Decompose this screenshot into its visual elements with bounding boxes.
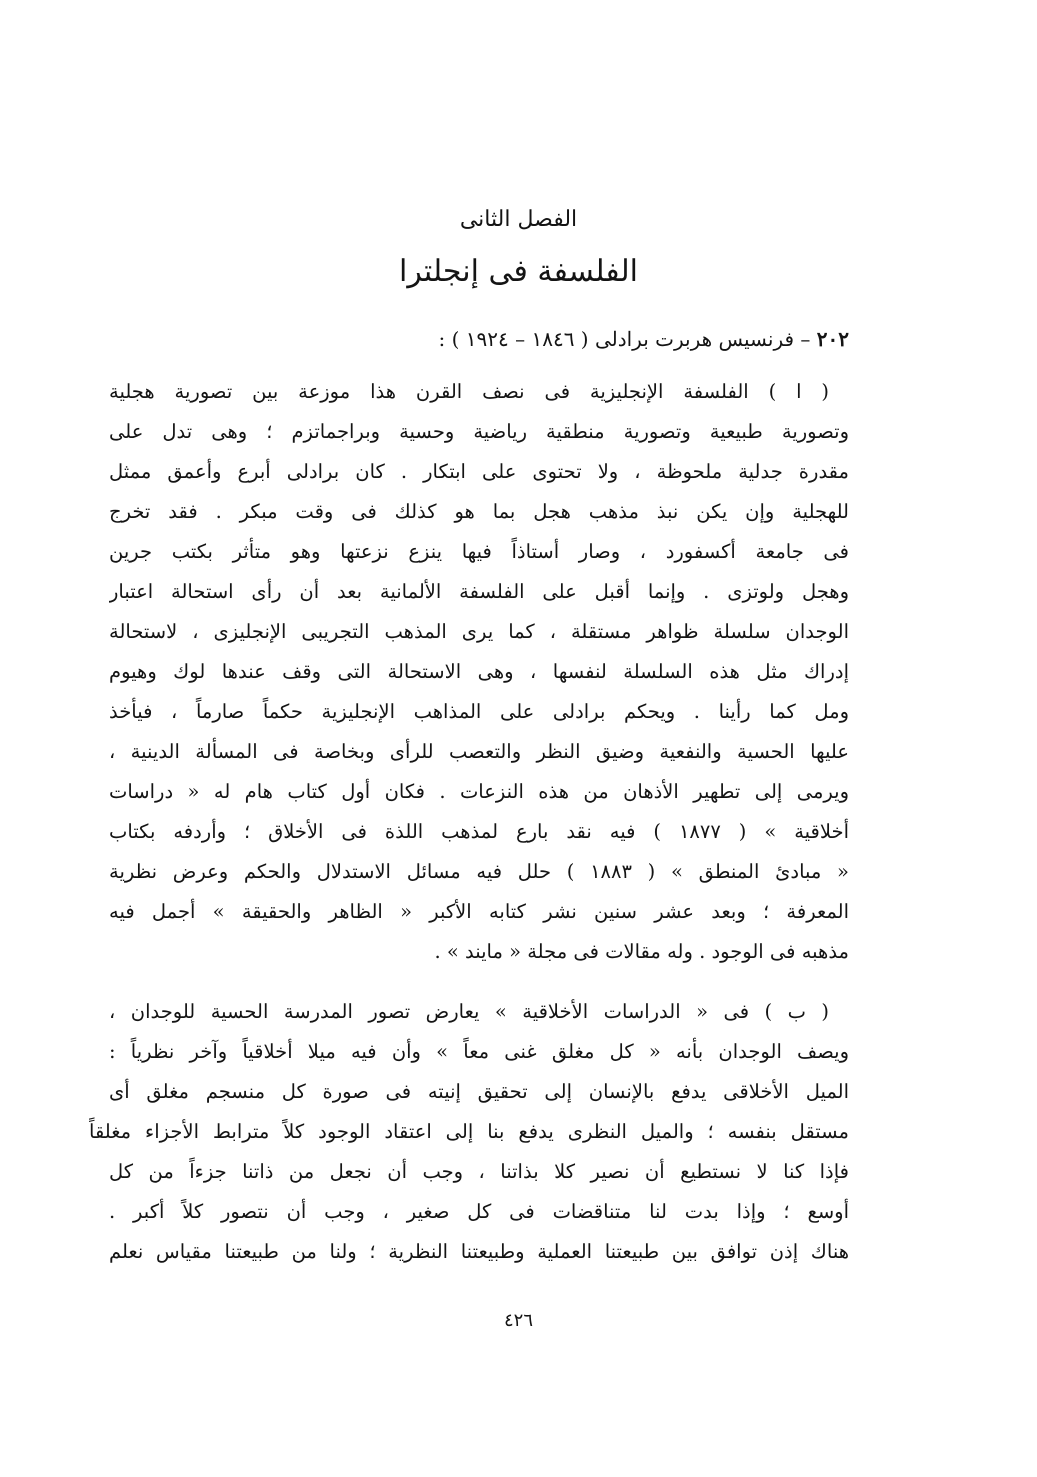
paragraph-a-line: مقدرة جدلية ملحوظة ، ولا تحتوى على ابتكار . كان برادلى أبرع وأعمق ممثل (109, 460, 849, 483)
chapter-label: الفصل الثانى (459, 207, 578, 232)
paragraph-a-line: المعرفة ؛ وبعد عشر سنين نشر كتابه الأكبر « الظاهر والحقيقة » أجمل فيه (109, 900, 849, 923)
paragraph-b-line: مستقل بنفسه ؛ والميل النظرى يدفع بنا إلى اعتقاد الوجود كلاً مترابط الأجزاء مغلقاً (89, 1120, 849, 1143)
paragraph-a-line: مذهبه فى الوجود . وله مقالات فى مجلة « مايند » . (434, 940, 849, 963)
paragraph-a-line: وهجل ولوتزى . وإنما أقبل على الفلسفة الألمانية بعد أن رأى استحالة اعتبار (109, 580, 849, 603)
section-number: ٢٠٢ (816, 327, 849, 351)
paragraph-a-line: وتصورية طبيعية وتصورية منطقية رياضية وحسية وبراجماتزم ؛ وهى تدل على (109, 420, 849, 443)
paragraph-a-line: عليها الحسية والنفعية وضيق النظر والتعصب للرأى وبخاصة فى المسألة الدينية ، (109, 740, 849, 763)
paragraph-a-line: « مبادئ المنطق » ( ١٨٨٣ ) حلل فيه مسائل الاستدلال والحكم وعرض نظرية (109, 860, 849, 883)
paragraph-b-line: ويصف الوجدان بأنه « كل مغلق غنى معاً » وأن فيه ميلا أخلاقياً وآخر نظرياً : (109, 1040, 849, 1063)
page-number: ٤٢٦ (503, 1310, 533, 1331)
section-heading-text: – فرنسيس هربرت برادلى ( ١٨٤٦ – ١٩٢٤ ) : (438, 327, 811, 351)
paragraph-a-line: أخلاقية » ( ١٨٧٧ ) فيه نقد بارع لمذهب اللذة فى الأخلاق ؛ وأردفه بكتاب (109, 820, 849, 843)
paragraph-a-line: للهجلية وإن يكن نبذ مذهب هجل بما هو كذلك فى وقت مبكر . فقد تخرج (109, 500, 849, 523)
paragraph-b-line: فإذا كنا لا نستطيع أن نصير كلا بذاتنا ، وجب أن نجعل من ذاتنا جزءاً من كل (109, 1160, 849, 1183)
paragraph-b-line: الميل الأخلاقى يدفع بالإنسان إلى تحقيق إنيته فى صورة كل منسجم مغلق أى (109, 1080, 849, 1103)
paragraph-a-line: ومل كما رأينا . ويحكم برادلى على المذاهب الإنجليزية حكماً صارماً ، فيأخذ (109, 700, 849, 723)
paragraph-b-line: أوسع ؛ وإذا بدت لنا متناقضات فى كل صغير ، وجب أن نتصور كلاً أكبر . (109, 1200, 849, 1223)
paragraph-a-line: فى جامعة أكسفورد ، وصار أستاذاً فيها ينزع نزعتها وهو متأثر بكتب جرين (109, 540, 849, 563)
paragraph-a-line: ( ا ) الفلسفة الإنجليزية فى نصف القرن هذا موزعة بين تصورية هجلية (109, 380, 829, 403)
paragraph-a-line: الوجدان سلسلة ظواهر مستقلة ، كما يرى المذهب التجريبى الإنجليزى ، لاستحالة (109, 620, 849, 643)
paragraph-a-line: ويرمى إلى تطهير الأذهان من هذه النزعات . فكان أول كتاب هام له « دراسات (109, 780, 849, 803)
section-heading (149, 323, 849, 355)
paragraph-b-line: هناك إذن توافق بين طبيعتنا العملية وطبيعتنا النظرية ؛ ولنا من طبيعتنا مقياس نعلم (109, 1240, 849, 1263)
paragraph-a-line: إدراك مثل هذه السلسلة لنفسها ، وهى الاستحالة التى وقف عندها لوك وهيوم (109, 660, 849, 683)
paragraph-b-line: ( ب ) فى « الدراسات الأخلاقية » يعارض تصور المدرسة الحسية للوجدان ، (109, 1000, 829, 1023)
chapter-title: الفلسفة فى إنجلترا (399, 254, 638, 289)
